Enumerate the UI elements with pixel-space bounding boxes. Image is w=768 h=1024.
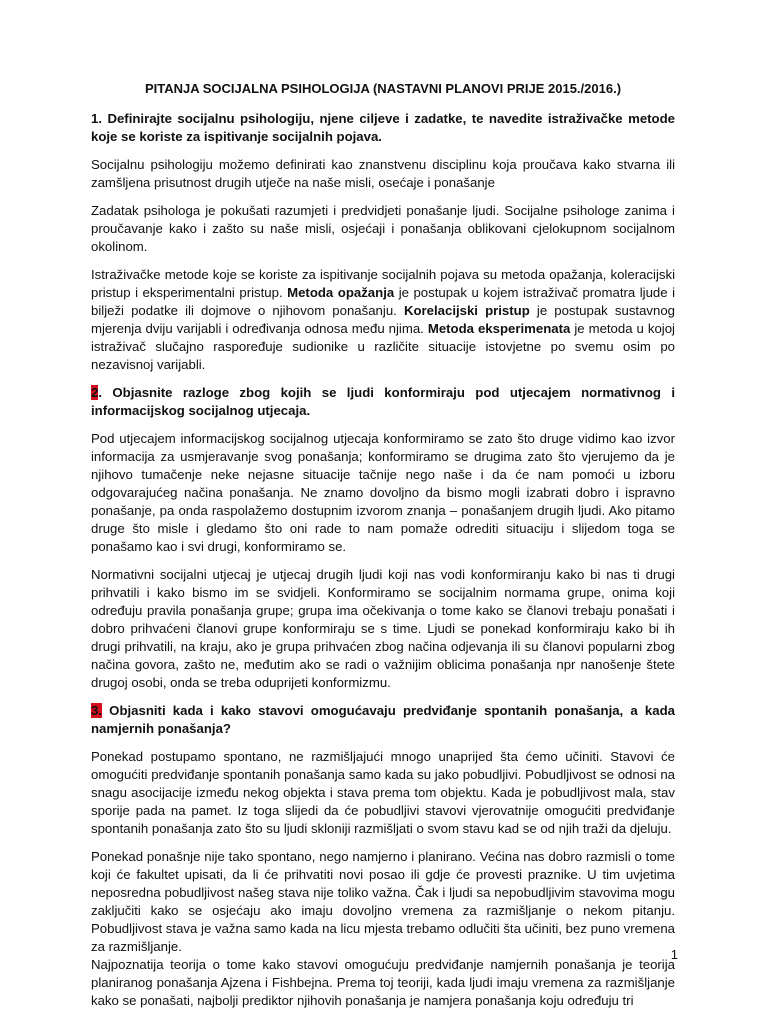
answer-1-p3-text-3: je postupak sustavnog mjerenja dviju varijabli i određivanja odnosa među njima. bbox=[91, 303, 676, 336]
answer-3-paragraph-3: Najpoznatija teorija o tome kako stavovi omogućuju predviđanje namjernih ponašanja je teorija planiranog ponašanja Ajzena i Fishbejna. Prema toj teoriji, kada ljudi imaju vremena za razmišljanje kako se ponašati, najbolji prediktor njihovih ponašanja je namjera ponašanja koju određuju tri bbox=[91, 957, 675, 1008]
page-number: 1 bbox=[670, 947, 678, 962]
question-2-text: . Objasnite razloge zbog kojih se ljudi konformiraju pod utjecajem normativnog i informacijskog socijalnog utjecaja. bbox=[91, 385, 675, 418]
question-3 bbox=[91, 702, 675, 738]
answer-2-paragraph-2: Normativni socijalni utjecaj je utjecaj drugih ljudi koji nas vodi konformiranju kako bi nas ti drugi prihvatili i kako bismo im se svidjeli. Konformiramo se socijalnim normama grupe, onima koji određuju pravila ponašanja grupe; grupa ima očekivanja o tome kako se članovi trebaju ponašati i dobro prihvaćeni članovi grupe konformiraju se s time. Ljudi se ponekad konformiraju kako bi ih drugi prihvatili, na kraju, ako je grupa prihvaćen zbog načina odjevanja ili su članovi popularni zbog načina govora, zašto ne, međutim ako se radi o važnijim oblicima ponašanja npr nanošenje štete drugoj osobi, onda se treba oduprijeti konformizmu. bbox=[91, 567, 675, 690]
answer-1-paragraph-2: Zadatak psihologa je pokušati razumjeti i predvidjeti ponašanje ljudi. Socijalne psihologe zanima i proučavanje kako i zašto su naše misli, osjećaji i ponašanja oblikovani cjelokupnom socijalnom okolinom. bbox=[91, 203, 675, 254]
answer-1-p3-text-2: je postupak u kojem istraživač promatra ljude i bilježi podatke ili dojmove o njihovom ponašanju. bbox=[91, 285, 675, 318]
answer-2-paragraph-1: Pod utjecajem informacijskog socijalnog utjecaja konformiramo se zato što druge vidimo kao izvor informacija za usmjeravanje svog ponašanja; konformiramo se drugima zato što vjerujemo da je njihovo tumačenje neke nejasne situacije tačnije nego naše i da će nam pomoći u izboru odgovarajućeg načina ponašanja. Ne znamo dovoljno da bismo mogli izabrati dobro i ispravno ponašanje, pa onda raspolažemo dostupnim izvorom znanja – ponašanjem drugih ljudi. Ako pitamo druge što misle i gledamo što oni rade to nam pomaže odrediti situaciju i slijedom toga se ponašamo kao i svi drugi, konformiramo se. bbox=[91, 431, 675, 554]
question-2-number: 2 bbox=[91, 385, 99, 400]
question-3-text: Objasniti kada i kako stavovi omogućavaju predviđanje spontanih ponašanja, a kada namjernih ponašanja? bbox=[91, 703, 675, 736]
question-1 bbox=[91, 110, 675, 146]
answer-3-paragraph-1: Ponekad postupamo spontano, ne razmišljajući mnogo unaprijed šta ćemo učiniti. Stavovi će omogućiti predviđanje spontanih ponašanja samo kada su jako pobudljivi. Pobudljivost se odnosi na snagu asocijacije između nekog objekta i stava prema tom objektu. Kada je pobudljivost mala, stav sporije pada na pamet. Iz toga slijedi da će pobudljivi stavovi vjerovatnije omogućiti predviđanje spontanih ponašanja zato što su ljudi skloniji razmišljati o svom stavu kad se od njih traži da djeluju. bbox=[91, 749, 675, 836]
answer-3-paragraph-2: Ponekad ponašnje nije tako spontano, nego namjerno i planirano. Većina nas dobro razmisli o tome koji će fakultet upisati, da li će prihvatiti novi posao ili gdje će provesti praznike. U tim uvjetima neposredna pobudljivost našeg stava nije toliko važna. Čak i ljudi sa nepobudljivim stavovima mogu zaključiti kako se osjećaju ako imaju dovoljno vremena za razmišljanje o nekom pitanju. Pobudljivost stava je važna samo kada na licu mjesta trebamo odlučiti šta učiniti, bez puno vremena za razmišljanje. bbox=[91, 849, 675, 954]
answer-1-paragraph-3 bbox=[91, 266, 675, 374]
term-metoda-eksperimenata: Metoda eksperimenata bbox=[427, 321, 571, 336]
term-metoda-opazanja: Metoda opažanja bbox=[287, 285, 395, 300]
answer-1-p3-text-4: je metoda u kojoj istraživač slučajno raspoređuje sudionike u različite situacije istovjetne po svemu osim po nezavisnoj varijabli. bbox=[91, 321, 675, 372]
question-2 bbox=[91, 384, 675, 420]
term-korelacijski-pristup: Korelacijski pristup bbox=[403, 303, 530, 318]
question-1-text: Definirajte socijalnu psihologiju, njene ciljeve i zadatke, te navedite istraživačke metode koje se koriste za ispitivanje socijalnih pojava. bbox=[91, 111, 675, 144]
answer-1-p3-text-1: Istraživačke metode koje se koriste za ispitivanje socijalnih pojava su metoda opažanja, koleracijski pristup i eksperimentalni pristup. bbox=[91, 267, 675, 300]
answer-1-paragraph-1: Socijalnu psihologiju možemo definirati kao znanstvenu disciplinu koja proučava kako stvarna ili zamšljena prisutnost drugih utječe na naše misli, osećaje i ponašanje bbox=[91, 157, 675, 190]
page-content bbox=[91, 80, 675, 1010]
question-1-number: 1. bbox=[91, 111, 102, 126]
question-3-number: 3. bbox=[91, 703, 102, 718]
document-title: PITANJA SOCIJALNA PSIHOLOGIJA (NASTAVNI PLANOVI PRIJE 2015./2016.) bbox=[144, 81, 622, 96]
